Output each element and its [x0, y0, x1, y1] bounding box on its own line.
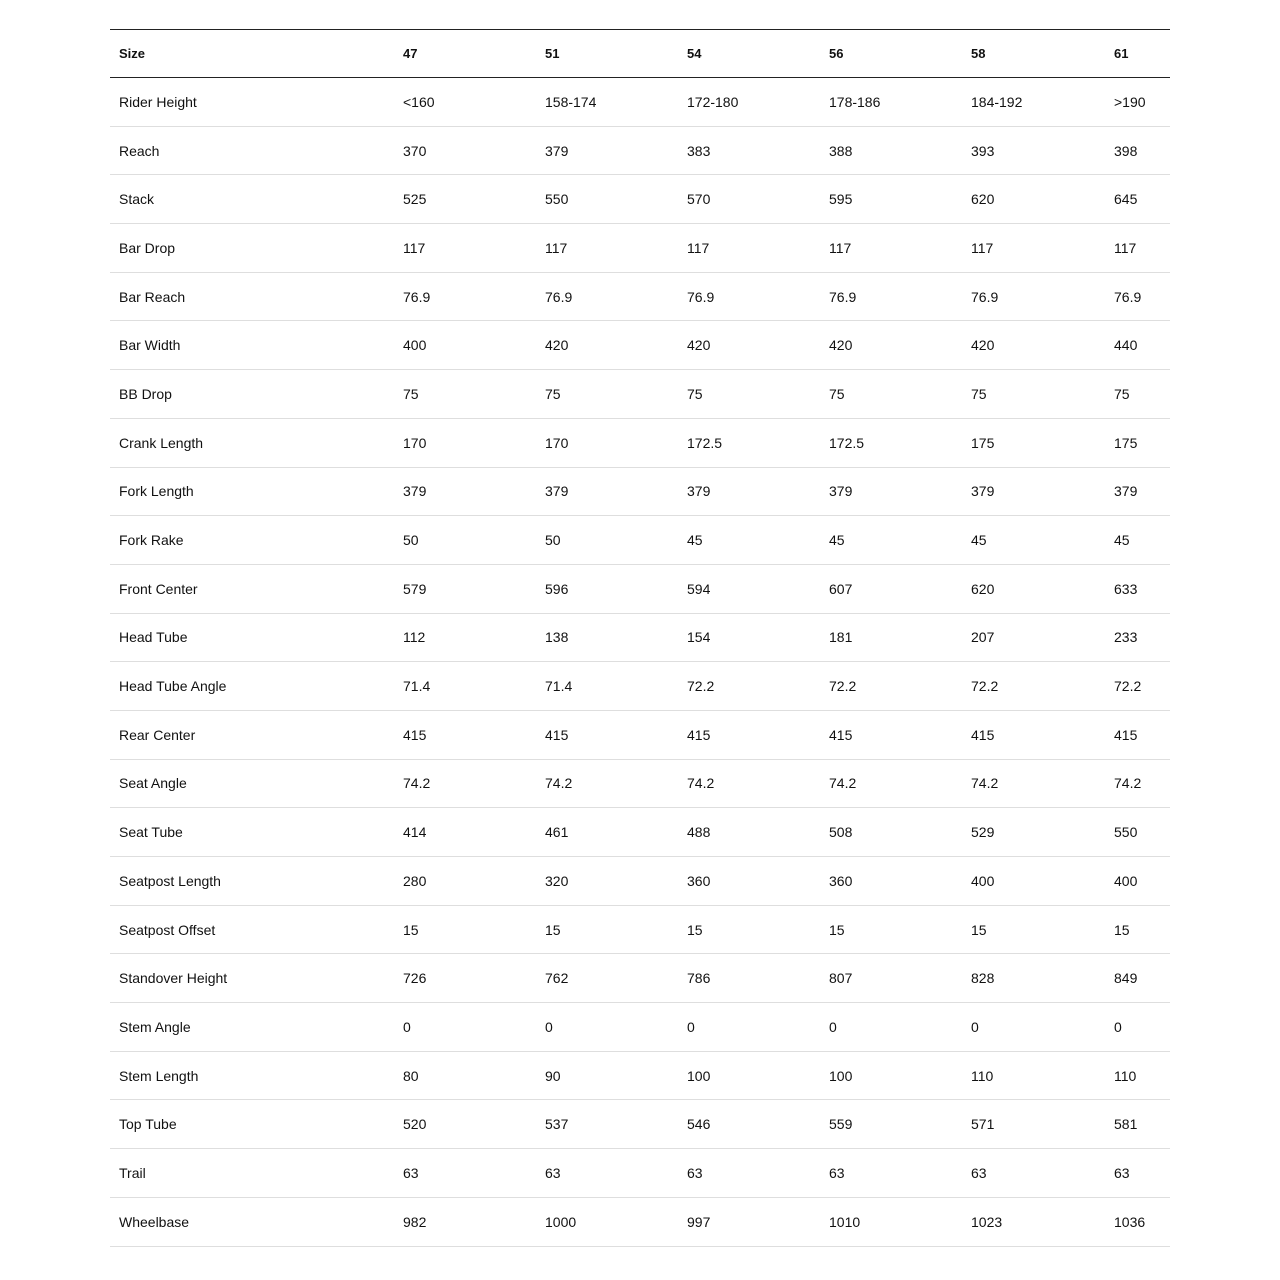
- table-cell: 117: [403, 239, 426, 256]
- table-cell: 997: [687, 1213, 711, 1230]
- table-cell: 420: [687, 337, 711, 354]
- table-cell: 63: [545, 1164, 561, 1181]
- table-cell: 633: [1114, 580, 1138, 597]
- header-size-cell: 56: [829, 46, 844, 61]
- row-label: Rear Center: [119, 726, 196, 743]
- table-cell: 571: [971, 1116, 995, 1133]
- table-cell: 415: [687, 726, 711, 743]
- table-cell: 63: [829, 1164, 845, 1181]
- table-cell: 76.9: [971, 288, 999, 305]
- table-cell: 982: [403, 1213, 427, 1230]
- table-cell: 15: [971, 921, 987, 938]
- table-cell: 440: [1114, 337, 1138, 354]
- table-cell: 1036: [1114, 1213, 1146, 1230]
- table-cell: 570: [687, 191, 711, 208]
- row-label: Seat Tube: [119, 824, 183, 841]
- table-cell: 559: [829, 1116, 853, 1133]
- table-cell: 379: [545, 483, 569, 500]
- table-cell: 379: [687, 483, 711, 500]
- table-cell: 360: [687, 872, 711, 889]
- row-label: Top Tube: [119, 1116, 177, 1133]
- table-row: [110, 662, 1170, 711]
- table-cell: 607: [829, 580, 853, 597]
- table-cell: 117: [829, 239, 852, 256]
- header-size-cell: 47: [403, 46, 418, 61]
- table-cell: 414: [403, 824, 427, 841]
- row-label: Standover Height: [119, 970, 228, 987]
- row-label: Seatpost Offset: [119, 921, 216, 938]
- table-row: [110, 710, 1170, 759]
- table-cell: 0: [1114, 1018, 1122, 1035]
- table-cell: 849: [1114, 970, 1138, 987]
- table-cell: 74.2: [829, 775, 857, 792]
- table-cell: 15: [829, 921, 845, 938]
- table-cell: 415: [829, 726, 853, 743]
- table-cell: 379: [545, 142, 569, 159]
- table-row: [110, 808, 1170, 857]
- table-cell: 110: [971, 1067, 994, 1084]
- header-size-cell: 51: [545, 46, 560, 61]
- table-cell: 370: [403, 142, 427, 159]
- table-cell: 90: [545, 1067, 561, 1084]
- table-row: [110, 759, 1170, 808]
- table-cell: 379: [1114, 483, 1138, 500]
- table-row: [110, 78, 1170, 127]
- table-cell: 15: [687, 921, 703, 938]
- table-cell: 398: [1114, 142, 1138, 159]
- table-row: [110, 467, 1170, 516]
- header-size-cell: 61: [1114, 46, 1129, 61]
- table-cell: 420: [545, 337, 569, 354]
- table-row: [110, 1100, 1170, 1149]
- table-cell: 117: [971, 239, 994, 256]
- table-cell: 15: [1114, 921, 1130, 938]
- table-cell: 15: [403, 921, 419, 938]
- table-cell: 75: [829, 385, 845, 402]
- table-row: [110, 857, 1170, 906]
- table-cell: 63: [971, 1164, 987, 1181]
- table-cell: 172.5: [829, 434, 865, 451]
- table-cell: 415: [545, 726, 569, 743]
- table-cell: 63: [1114, 1164, 1130, 1181]
- table-cell: 508: [829, 824, 853, 841]
- table-cell: 581: [1114, 1116, 1138, 1133]
- table-cell: 0: [545, 1018, 553, 1035]
- table-cell: 170: [545, 434, 569, 451]
- table-cell: 393: [971, 142, 995, 159]
- table-cell: >190: [1114, 93, 1146, 110]
- table-cell: 379: [403, 483, 427, 500]
- table-cell: 72.2: [1114, 678, 1142, 695]
- table-cell: 579: [403, 580, 427, 597]
- table-row: [110, 272, 1170, 321]
- table-cell: <160: [403, 93, 435, 110]
- table-cell: 762: [545, 970, 569, 987]
- table-cell: 74.2: [971, 775, 999, 792]
- table-row: [110, 1197, 1170, 1246]
- row-label: Stem Angle: [119, 1018, 191, 1035]
- table-cell: 175: [1114, 434, 1138, 451]
- row-label: Bar Reach: [119, 288, 186, 305]
- table-row: [110, 1149, 1170, 1198]
- table-cell: 100: [829, 1067, 853, 1084]
- table-cell: 158-174: [545, 93, 597, 110]
- table-row: [110, 954, 1170, 1003]
- table-cell: 76.9: [403, 288, 431, 305]
- table-cell: 420: [971, 337, 995, 354]
- table-cell: 74.2: [1114, 775, 1142, 792]
- table-cell: 415: [403, 726, 427, 743]
- row-label: Reach: [119, 142, 160, 159]
- table-cell: 461: [545, 824, 569, 841]
- table-row: [110, 613, 1170, 662]
- row-label: Fork Length: [119, 483, 194, 500]
- table-row: [110, 1003, 1170, 1052]
- row-label: Fork Rake: [119, 532, 184, 549]
- table-cell: 620: [971, 191, 995, 208]
- table-cell: 178-186: [829, 93, 881, 110]
- table-cell: 110: [1114, 1067, 1137, 1084]
- table-cell: 415: [1114, 726, 1138, 743]
- geometry-table: [110, 29, 1170, 1247]
- table-cell: 550: [545, 191, 569, 208]
- table-cell: 63: [403, 1164, 419, 1181]
- table-cell: 45: [687, 532, 703, 549]
- table-cell: 726: [403, 970, 427, 987]
- row-label: Stack: [119, 191, 155, 208]
- table-cell: 112: [403, 629, 426, 646]
- row-label: Bar Drop: [119, 239, 176, 256]
- row-label: Head Tube Angle: [119, 678, 227, 695]
- table-cell: 320: [545, 872, 569, 889]
- table-cell: 537: [545, 1116, 569, 1133]
- table-row: [110, 321, 1170, 370]
- table-cell: 280: [403, 872, 427, 889]
- row-label: Front Center: [119, 580, 198, 597]
- table-cell: 15: [545, 921, 561, 938]
- table-cell: 420: [829, 337, 853, 354]
- table-cell: 181: [829, 629, 853, 646]
- table-cell: 75: [545, 385, 561, 402]
- table-cell: 74.2: [403, 775, 431, 792]
- table-body: [110, 78, 1170, 1247]
- table-cell: 594: [687, 580, 711, 597]
- table-cell: 550: [1114, 824, 1138, 841]
- table-row: [110, 175, 1170, 224]
- table-cell: 71.4: [545, 678, 573, 695]
- table-cell: 71.4: [403, 678, 431, 695]
- table-cell: 76.9: [687, 288, 715, 305]
- table-cell: 154: [687, 629, 711, 646]
- table-cell: 0: [403, 1018, 411, 1035]
- table-cell: 75: [1114, 385, 1130, 402]
- table-cell: 379: [971, 483, 995, 500]
- row-label: Seatpost Length: [119, 872, 221, 889]
- table-cell: 45: [1114, 532, 1130, 549]
- table-cell: 529: [971, 824, 995, 841]
- table-cell: 63: [687, 1164, 703, 1181]
- table-cell: 828: [971, 970, 995, 987]
- table-cell: 0: [971, 1018, 979, 1035]
- table-cell: 117: [545, 239, 568, 256]
- table-cell: 400: [403, 337, 427, 354]
- row-label: Stem Length: [119, 1067, 199, 1084]
- table-cell: 595: [829, 191, 853, 208]
- table-cell: 45: [829, 532, 845, 549]
- table-cell: 1000: [545, 1213, 577, 1230]
- table-cell: 117: [1114, 239, 1137, 256]
- table-cell: 72.2: [687, 678, 715, 695]
- table-header: [110, 30, 1170, 78]
- table-cell: 184-192: [971, 93, 1023, 110]
- table-row: [110, 370, 1170, 419]
- table-cell: 72.2: [829, 678, 857, 695]
- table-cell: 74.2: [545, 775, 573, 792]
- table-cell: 75: [403, 385, 419, 402]
- table-cell: 76.9: [545, 288, 573, 305]
- table-cell: 0: [829, 1018, 837, 1035]
- table-cell: 74.2: [687, 775, 715, 792]
- table-cell: 400: [1114, 872, 1138, 889]
- row-label: Seat Angle: [119, 775, 187, 792]
- table-row: [110, 516, 1170, 565]
- geometry-table-container: [110, 29, 1170, 1247]
- table-cell: 360: [829, 872, 853, 889]
- table-cell: 117: [687, 239, 710, 256]
- table-cell: 645: [1114, 191, 1138, 208]
- table-cell: 75: [971, 385, 987, 402]
- table-row: [110, 564, 1170, 613]
- table-cell: 786: [687, 970, 711, 987]
- header-size-cell: 58: [971, 46, 986, 61]
- row-label: Rider Height: [119, 93, 197, 110]
- table-cell: 1010: [829, 1213, 861, 1230]
- table-row: [110, 224, 1170, 273]
- table-cell: 72.2: [971, 678, 999, 695]
- table-row: [110, 1051, 1170, 1100]
- header-size-label: Size: [119, 46, 146, 61]
- table-cell: 170: [403, 434, 427, 451]
- table-cell: 207: [971, 629, 995, 646]
- table-cell: 233: [1114, 629, 1138, 646]
- table-cell: 80: [403, 1067, 419, 1084]
- table-cell: 546: [687, 1116, 711, 1133]
- table-cell: 488: [687, 824, 711, 841]
- row-label: BB Drop: [119, 385, 172, 402]
- table-cell: 1023: [971, 1213, 1003, 1230]
- table-cell: 520: [403, 1116, 427, 1133]
- table-row: [110, 126, 1170, 175]
- table-cell: 50: [545, 532, 561, 549]
- table-cell: 620: [971, 580, 995, 597]
- table-cell: 0: [687, 1018, 695, 1035]
- table-cell: 45: [971, 532, 987, 549]
- row-label: Wheelbase: [119, 1213, 190, 1230]
- row-label: Head Tube: [119, 629, 188, 646]
- table-cell: 383: [687, 142, 711, 159]
- table-row: [110, 905, 1170, 954]
- table-cell: 596: [545, 580, 569, 597]
- table-cell: 400: [971, 872, 995, 889]
- header-row: [110, 30, 1170, 78]
- table-cell: 75: [687, 385, 703, 402]
- table-cell: 525: [403, 191, 427, 208]
- table-cell: 76.9: [1114, 288, 1142, 305]
- header-size-cell: 54: [687, 46, 702, 61]
- row-label: Trail: [119, 1164, 146, 1181]
- table-cell: 138: [545, 629, 569, 646]
- table-row: [110, 418, 1170, 467]
- table-cell: 807: [829, 970, 853, 987]
- table-cell: 50: [403, 532, 419, 549]
- table-cell: 379: [829, 483, 853, 500]
- table-cell: 76.9: [829, 288, 857, 305]
- table-cell: 175: [971, 434, 995, 451]
- table-cell: 388: [829, 142, 853, 159]
- table-cell: 172-180: [687, 93, 739, 110]
- table-cell: 415: [971, 726, 995, 743]
- table-cell: 172.5: [687, 434, 723, 451]
- row-label: Crank Length: [119, 434, 204, 451]
- table-cell: 100: [687, 1067, 711, 1084]
- row-label: Bar Width: [119, 337, 181, 354]
